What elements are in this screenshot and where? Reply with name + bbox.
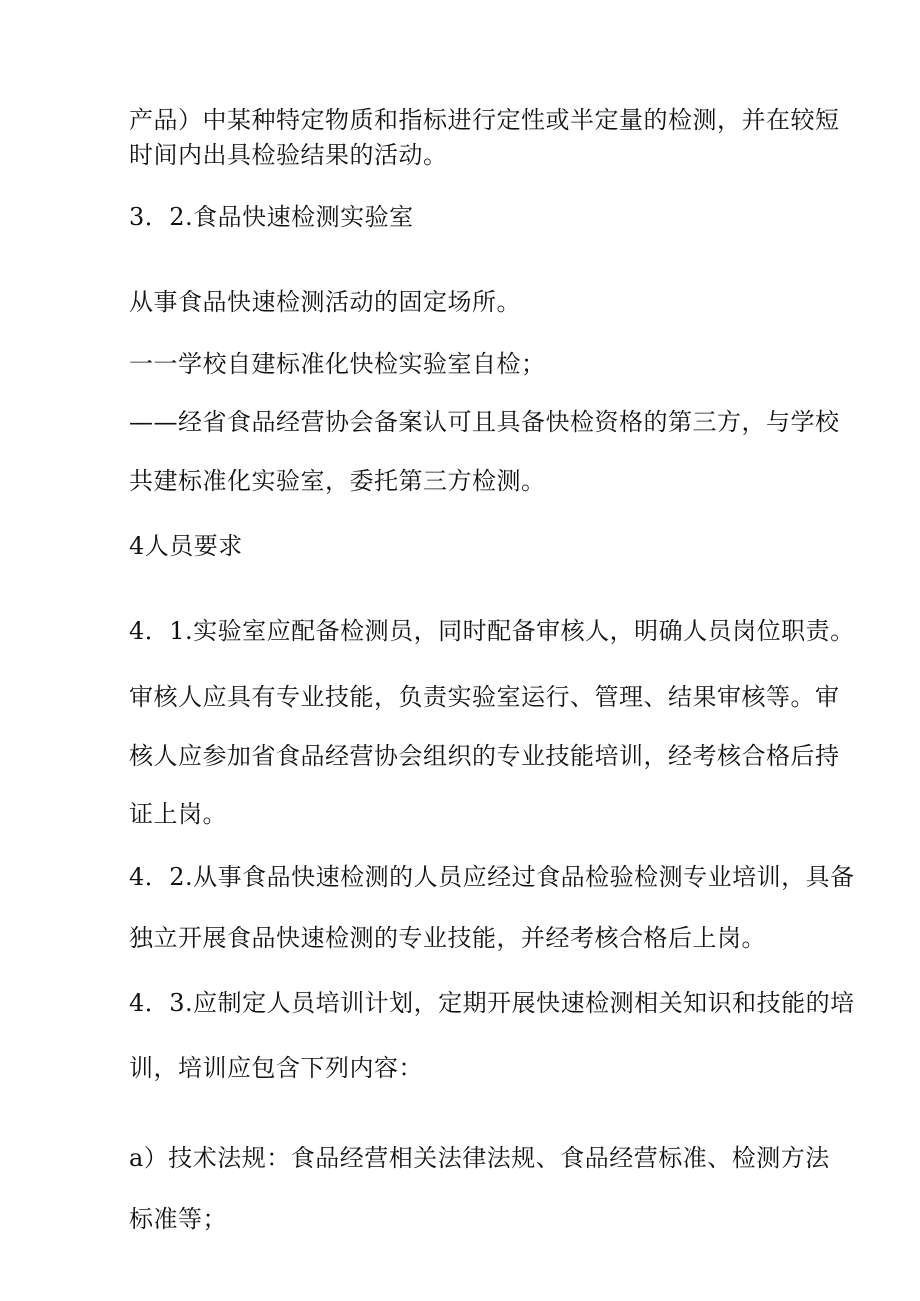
text-line: 从事食品快速检测活动的固定场所。: [129, 288, 521, 316]
text-line: 时间内出具检验结果的活动。: [129, 141, 448, 169]
section-heading: 3．2.食品快速检测实验室: [129, 203, 414, 231]
text-line: 证上岗。: [129, 800, 227, 828]
text-line: 4．3.应制定人员培训计划，定期开展快速检测相关知识和技能的培: [129, 989, 855, 1017]
text-line: 4．2.从事食品快速检测的人员应经过食品检验检测专业培训，具备: [129, 863, 855, 891]
list-item: 一一学校自建标准化快检实验室自检；: [129, 350, 546, 378]
text-line: 标准等；: [129, 1205, 227, 1233]
text-line: 产品）中某种特定物质和指标进行定性或半定量的检测，并在较短: [129, 106, 840, 134]
text-line: 训，培训应包含下列内容：: [129, 1054, 423, 1082]
list-item: a）技术法规：食品经营相关法律法规、食品经营标准、检测方法: [129, 1144, 830, 1172]
text-line: 独立开展食品快速检测的专业技能，并经考核合格后上岗。: [129, 924, 766, 952]
text-line: 审核人应具有专业技能，负责实验室运行、管理、结果审核等。审: [129, 683, 840, 711]
text-line: 4．1.实验室应配备检测员，同时配备审核人，明确人员岗位职责。: [129, 617, 855, 645]
text-line: 核人应参加省食品经营协会组织的专业技能培训，经考核合格后持: [129, 742, 840, 770]
section-heading: 4人员要求: [129, 532, 243, 560]
list-item: ——经省食品经营协会备案认可且具备快检资格的第三方，与学校: [129, 408, 840, 436]
text-line: 共建标准化实验室，委托第三方检测。: [129, 467, 546, 495]
